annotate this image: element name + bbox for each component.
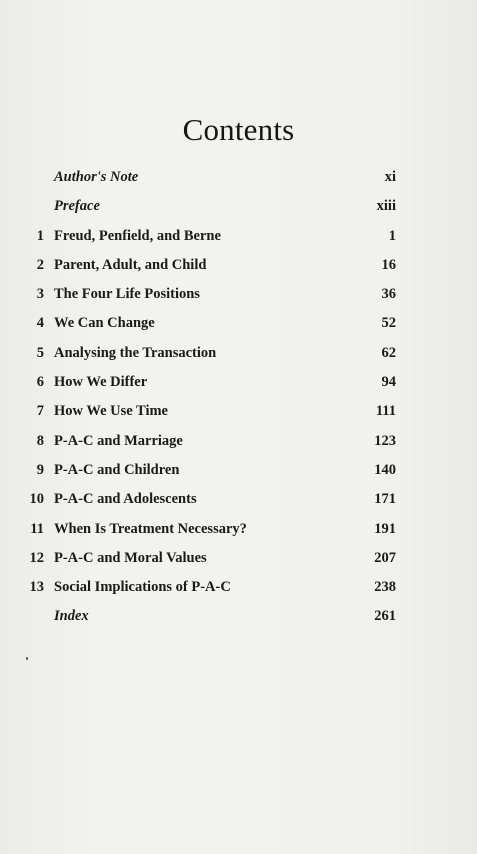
paper-speck xyxy=(26,657,28,660)
chapter-title: Social Implications of P-A-C xyxy=(54,579,231,596)
toc-row xyxy=(26,459,396,488)
chapter-number: 3 xyxy=(36,286,44,303)
chapter-number: 2 xyxy=(36,256,44,273)
toc-row xyxy=(26,488,396,517)
page-number: 191 xyxy=(374,520,396,537)
chapter-title: Analysing the Transaction xyxy=(54,344,217,361)
page-number: xi xyxy=(384,169,396,185)
toc-row xyxy=(26,342,396,371)
toc-row xyxy=(26,312,396,341)
chapter-title: P-A-C and Moral Values xyxy=(54,549,207,566)
page-number: xiii xyxy=(376,198,396,215)
page-number: 111 xyxy=(375,403,396,420)
chapter-number: 9 xyxy=(36,461,44,478)
chapter-number: 11 xyxy=(30,520,44,537)
page-number: 171 xyxy=(374,491,396,508)
toc-row xyxy=(26,518,396,547)
chapter-number: 6 xyxy=(36,374,44,391)
page-title: Contents xyxy=(182,112,295,147)
toc-row xyxy=(26,166,396,195)
toc-row xyxy=(26,254,396,283)
toc-row xyxy=(26,195,396,224)
chapter-title: Parent, Adult, and Child xyxy=(54,256,207,273)
chapter-title: Freud, Penfield, and Berne xyxy=(54,227,221,244)
chapter-title: P-A-C and Adolescents xyxy=(54,491,197,508)
page-number: 238 xyxy=(374,579,396,596)
chapter-number: 10 xyxy=(29,491,44,508)
page-number: 62 xyxy=(381,344,396,361)
page-number: 94 xyxy=(381,374,396,391)
toc-row xyxy=(26,225,396,254)
page-number: 140 xyxy=(374,461,396,478)
page-number: 52 xyxy=(381,315,396,332)
chapter-title: Index xyxy=(54,608,89,625)
page-number: 1 xyxy=(388,227,396,244)
chapter-number: 1 xyxy=(36,227,44,244)
chapter-title: How We Differ xyxy=(54,374,148,391)
chapter-title: How We Use Time xyxy=(54,403,168,420)
chapter-title: Author's Note xyxy=(54,169,139,185)
chapter-number: 7 xyxy=(36,403,44,420)
toc-row xyxy=(26,605,396,634)
chapter-number: 5 xyxy=(36,344,44,361)
table-of-contents xyxy=(26,166,396,635)
chapter-number: 12 xyxy=(29,549,44,566)
page-number: 16 xyxy=(381,256,396,273)
page-number: 261 xyxy=(374,608,396,625)
page-number: 207 xyxy=(374,549,396,566)
page-number: 123 xyxy=(374,432,396,449)
toc-row xyxy=(26,576,396,605)
chapter-title: P-A-C and Marriage xyxy=(54,432,183,449)
chapter-title: The Four Life Positions xyxy=(54,286,200,303)
chapter-title: Preface xyxy=(54,198,100,215)
toc-row xyxy=(26,400,396,429)
page-number: 36 xyxy=(381,286,396,303)
toc-row xyxy=(26,371,396,400)
chapter-title: P-A-C and Children xyxy=(54,461,180,478)
toc-row xyxy=(26,283,396,312)
chapter-number: 4 xyxy=(36,315,44,332)
chapter-title: When Is Treatment Necessary? xyxy=(54,520,247,537)
chapter-number: 8 xyxy=(36,432,44,449)
toc-row xyxy=(26,547,396,576)
chapter-title: We Can Change xyxy=(54,315,155,332)
toc-row xyxy=(26,430,396,459)
chapter-number: 13 xyxy=(29,579,44,596)
